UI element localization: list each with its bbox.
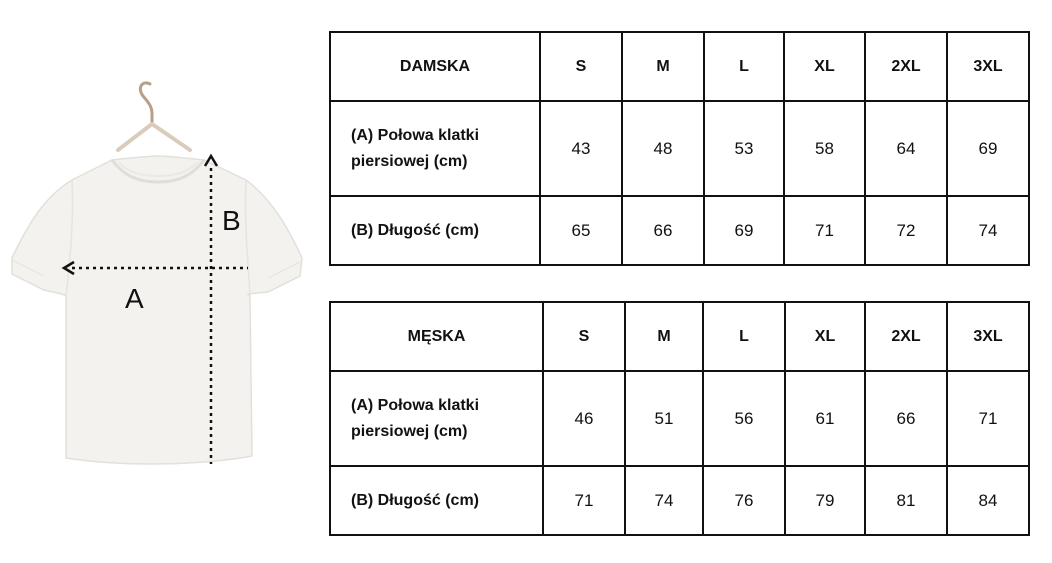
- size-header: L: [704, 32, 784, 101]
- row-label: (A) Połowa klatki piersiowej (cm): [330, 371, 543, 466]
- table-row: [330, 371, 1029, 466]
- size-header: M: [625, 302, 703, 371]
- size-header: 3XL: [947, 32, 1029, 101]
- table-cell: 71: [784, 196, 865, 265]
- table-row: [330, 196, 1029, 265]
- size-header: L: [703, 302, 785, 371]
- table-cell: 79: [785, 466, 865, 535]
- table-cell: 64: [865, 101, 947, 196]
- size-header: 3XL: [947, 302, 1029, 371]
- table-cell: 69: [704, 196, 784, 265]
- table-cell: 69: [947, 101, 1029, 196]
- table-cell: 74: [947, 196, 1029, 265]
- table-cell: 61: [785, 371, 865, 466]
- table-cell: 72: [865, 196, 947, 265]
- table-title: MĘSKA: [330, 302, 543, 371]
- size-header: S: [540, 32, 622, 101]
- table-cell: 84: [947, 466, 1029, 535]
- table-cell: 66: [865, 371, 947, 466]
- table-row: [330, 101, 1029, 196]
- table-cell: 71: [543, 466, 625, 535]
- table-cell: 43: [540, 101, 622, 196]
- size-header: M: [622, 32, 704, 101]
- table-cell: 56: [703, 371, 785, 466]
- row-label: (A) Połowa klatki piersiowej (cm): [330, 101, 540, 196]
- size-header: XL: [784, 32, 865, 101]
- size-header: XL: [785, 302, 865, 371]
- table-cell: 51: [625, 371, 703, 466]
- table-cell: 65: [540, 196, 622, 265]
- size-table-men: [329, 301, 1030, 536]
- size-header: S: [543, 302, 625, 371]
- tshirt-diagram: [0, 0, 320, 563]
- row-label: (B) Długość (cm): [330, 466, 543, 535]
- table-cell: 58: [784, 101, 865, 196]
- table-cell: 53: [704, 101, 784, 196]
- table-row: [330, 466, 1029, 535]
- table-title: DAMSKA: [330, 32, 540, 101]
- table-cell: 46: [543, 371, 625, 466]
- table-cell: 81: [865, 466, 947, 535]
- table-cell: 71: [947, 371, 1029, 466]
- row-label: (B) Długość (cm): [330, 196, 540, 265]
- hanger-icon: [118, 83, 190, 150]
- table-cell: 66: [622, 196, 704, 265]
- measure-a-label: A: [125, 283, 144, 314]
- table-cell: 48: [622, 101, 704, 196]
- measure-b-label: B: [222, 205, 241, 236]
- table-cell: 76: [703, 466, 785, 535]
- table-header-row: [330, 302, 1029, 371]
- tshirt-shape: [12, 156, 302, 464]
- table-header-row: [330, 32, 1029, 101]
- table-cell: 74: [625, 466, 703, 535]
- size-table-women: [329, 31, 1030, 266]
- tshirt-illustration: [0, 0, 320, 563]
- size-header: 2XL: [865, 302, 947, 371]
- size-header: 2XL: [865, 32, 947, 101]
